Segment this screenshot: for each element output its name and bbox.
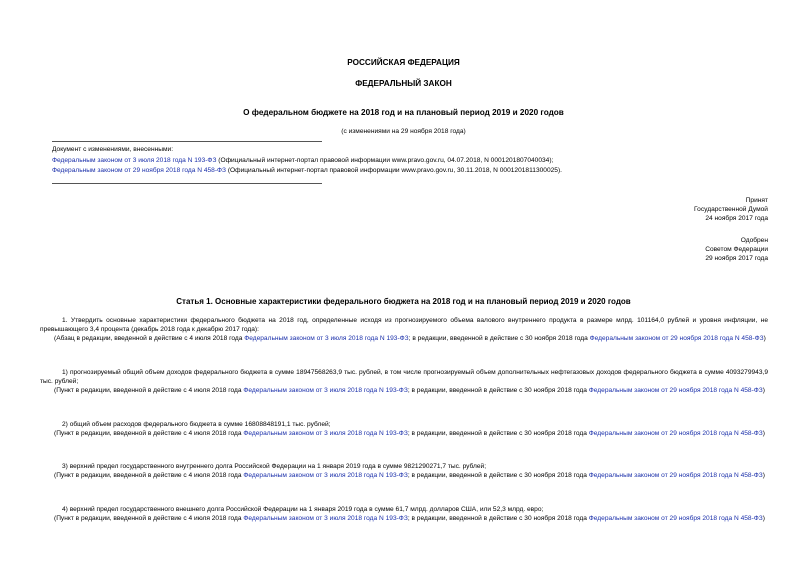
amendment-link[interactable]: Федеральным законом от 29 ноября 2018 года N 458-ФЗ	[588, 387, 763, 395]
revision-note: (с изменениями на 29 ноября 2018 года)	[341, 128, 466, 135]
edition-note: (Пункт в редакции, введенной в действие с 4 июля 2018 года Федеральным законом от 3 июля 2018 года N 193-ФЗ; в редакции, введенной в действие с 30 ноября 2018 года Федеральным законом от 29 ноября 2018 года N 458-ФЗ)	[54, 387, 765, 395]
edition-note: (Пункт в редакции, введенной в действие с 4 июля 2018 года Федеральным законом от 3 июля 2018 года N 193-ФЗ; в редакции, введенной в действие с 30 ноября 2018 года Федеральным законом от 29 ноября 2018 года N 458-ФЗ)	[54, 472, 765, 480]
adoption-block	[694, 197, 768, 224]
paragraph-3	[40, 420, 768, 438]
paragraph-1	[40, 316, 768, 344]
amendment-link[interactable]: Федеральным законом от 3 июля 2018 года N 193-ФЗ	[243, 515, 408, 523]
accepted-by: Государственной Думой	[694, 205, 768, 213]
amendment-link[interactable]: Федеральным законом от 3 июля 2018 года N 193-ФЗ	[244, 335, 409, 343]
amendment-link[interactable]: Федеральным законом от 3 июля 2018 года N 193-ФЗ	[243, 430, 408, 438]
edition-note: (Пункт в редакции, введенной в действие с 4 июля 2018 года Федеральным законом от 3 июля 2018 года N 193-ФЗ; в редакции, введенной в действие с 30 ноября 2018 года Федеральным законом от 29 ноября 2018 года N 458-ФЗ)	[54, 430, 765, 438]
law-title: О федеральном бюджете на 2018 год и на плановый период 2019 и 2020 годов	[243, 108, 564, 117]
approved-label: Одобрен	[740, 237, 768, 244]
edition-note: (Абзац в редакции, введенной в действие с 4 июля 2018 года Федеральным законом от 3 июля 2018 года N 193-ФЗ; в редакции, введенной в действие с 30 ноября 2018 года Федеральным законом от 29 ноября 2018 года N 458-ФЗ)	[54, 335, 766, 343]
amendment-link[interactable]: Федеральным законом от 29 ноября 2018 года N 458-ФЗ	[588, 515, 763, 523]
change-link-2[interactable]: Федеральным законом от 29 ноября 2018 года N 458-ФЗ	[52, 167, 227, 174]
amendment-link[interactable]: Федеральным законом от 29 ноября 2018 года N 458-ФЗ	[589, 335, 764, 343]
paragraph-text: 3) верхний предел государственного внутреннего долга Российской Федерации на 1 января 2019 года в сумме 9821290271,7 тыс. рублей;	[62, 463, 487, 470]
change-link-1[interactable]: Федеральным законом от 3 июля 2018 года N 193-ФЗ	[52, 157, 217, 164]
approved-by: Советом Федерации	[705, 245, 768, 253]
top-divider	[52, 141, 322, 142]
change-source-2: (Официальный интернет-портал правовой информации www.pravo.gov.ru, 30.11.2018, N 0001201811300025).	[226, 167, 562, 174]
country-heading: РОССИЙСКАЯ ФЕДЕРАЦИЯ	[347, 58, 460, 67]
paragraph-text: 2) общий объем расходов федерального бюджета в сумме 16808848191,1 тыс. рублей;	[62, 421, 331, 428]
bottom-divider	[52, 183, 322, 184]
amendment-link[interactable]: Федеральным законом от 3 июля 2018 года N 193-ФЗ	[243, 387, 408, 395]
amendment-link[interactable]: Федеральным законом от 29 ноября 2018 года N 458-ФЗ	[588, 472, 763, 480]
article-title: Статья 1. Основные характеристики федерального бюджета на 2018 год и на плановый период 2019 и 2020 годов	[176, 297, 631, 306]
paragraph-5	[40, 505, 768, 523]
paragraph-4	[40, 462, 768, 480]
doc-type-heading: ФЕДЕРАЛЬНЫЙ ЗАКОН	[355, 79, 452, 88]
amendment-link[interactable]: Федеральным законом от 29 ноября 2018 года N 458-ФЗ	[588, 430, 763, 438]
accepted-date: 24 ноября 2017 года	[705, 214, 768, 222]
accepted-label: Принят	[745, 197, 768, 204]
paragraph-text: 1) прогнозируемый общий объем доходов федерального бюджета в сумме 18947568263,9 тыс. рублей, в том числе прогнозируемый объем дополнительных нефтегазовых доходов федерального бюджета в сумме 4093279943,9 тыс. рублей;	[40, 369, 768, 386]
paragraph-text: 4) верхний предел государственного внешнего долга Российской Федерации на 1 января 2019 года в сумме 61,7 млрд. долларов США, или 52,3 млрд. евро;	[62, 506, 544, 513]
paragraph-text: 1. Утвердить основные характеристики федерального бюджета на 2018 год, определенные исходя из прогнозируемого объема валового внутреннего продукта в размере млрд. 101164,0 рублей и уровня инфляции, не превышающего 3,4 процента (декабрь 2018 года к декабрю 2017 года):	[40, 317, 768, 334]
edition-note: (Пункт в редакции, введенной в действие с 4 июля 2018 года Федеральным законом от 3 июля 2018 года N 193-ФЗ; в редакции, введенной в действие с 30 ноября 2018 года Федеральным законом от 29 ноября 2018 года N 458-ФЗ)	[54, 515, 765, 523]
changes-intro: Документ с изменениями, внесенными:	[52, 146, 174, 153]
paragraph-2	[40, 368, 768, 396]
change-source-1: (Официальный интернет-портал правовой информации www.pravo.gov.ru, 04.07.2018, N 0001201807040034);	[216, 157, 554, 164]
change-item-2	[52, 167, 562, 174]
approved-date: 29 ноября 2017 года	[705, 254, 768, 262]
change-item-1	[52, 157, 553, 164]
approval-block	[705, 237, 768, 264]
amendment-link[interactable]: Федеральным законом от 3 июля 2018 года N 193-ФЗ	[243, 472, 408, 480]
